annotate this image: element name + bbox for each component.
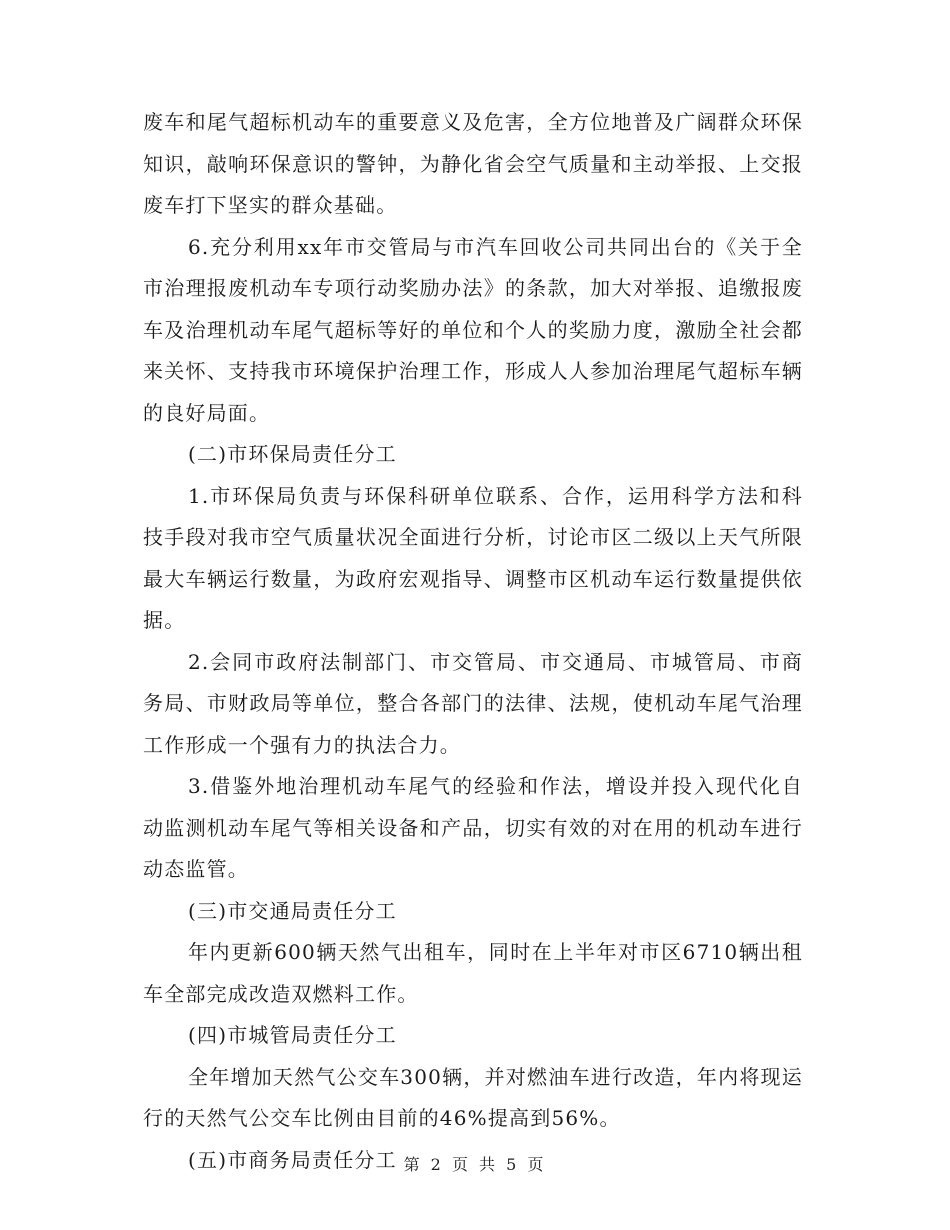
section-heading-environmental-bureau: (二)市环保局责任分工 — [188, 442, 397, 466]
page-number-footer: 第 2 页 共 5 页 — [403, 1155, 547, 1174]
document-body — [143, 102, 803, 1181]
section-heading-transport-bureau: (三)市交通局责任分工 — [188, 898, 397, 923]
paragraph-item-1: 1.市环保局负责与环保科研单位联系、合作，运用科学方法和科技手段对我市空气质量状况全面进行分析，讨论市区二级以上天气所限最大车辆运行数量，为政府宏观指导、调整市区机动车运行数量提供依据。 — [143, 483, 803, 632]
paragraph-item-2: 2.会同市政府法制部门、市交管局、市交通局、市城管局、市商务局、市财政局等单位，整合各部门的法律、法规，使机动车尾气治理工作形成一个强有力的执法合力。 — [143, 649, 803, 757]
section-heading-urban-management-bureau: (四)市城管局责任分工 — [188, 1023, 397, 1047]
section-heading-commerce-bureau: (五)市商务局责任分工 — [188, 1147, 397, 1172]
paragraph-item-6: 6.充分利用xx年市交管局与市汽车回收公司共同出台的《关于全市治理报废机动车专项行动奖励办法》的条款，加大对举报、追缴报废车及治理机动车尾气超标等好的单位和个人的奖励力度，激励全社会都来关怀、支持我市环境保护治理工作，形成人人参加治理尾气超标车辆的良好局面。 — [143, 234, 803, 425]
paragraph-transport: 年内更新600辆天然气出租车，同时在上半年对市区6710辆出租车全部完成改造双燃料工作。 — [143, 940, 803, 1006]
paragraph-urban-management: 全年增加天然气公交车300辆，并对燃油车进行改造，年内将现运行的天然气公交车比例由目前的46%提高到56%。 — [143, 1064, 803, 1130]
paragraph-item-3: 3.借鉴外地治理机动车尾气的经验和作法，增设并投入现代化自动监测机动车尾气等相关设备和产品，切实有效的对在用的机动车进行动态监管。 — [143, 774, 803, 881]
paragraph-continued: 废车和尾气超标机动车的重要意义及危害，全方位地普及广阔群众环保知识，敲响环保意识的警钟，为静化省会空气质量和主动举报、上交报废车打下坚实的群众基础。 — [143, 110, 803, 217]
